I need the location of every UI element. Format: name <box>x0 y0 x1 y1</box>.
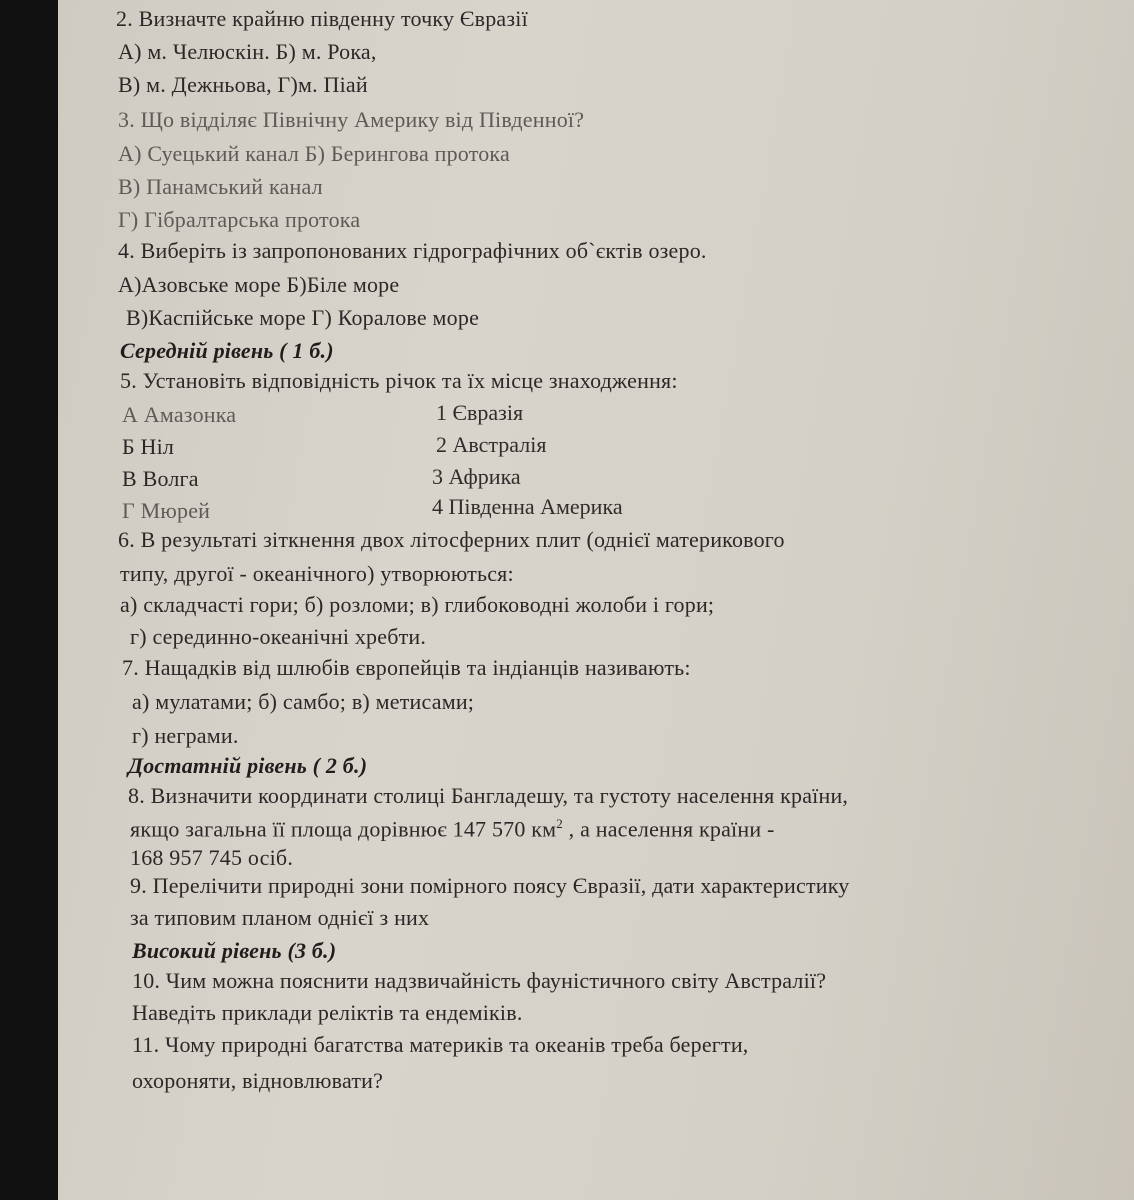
question-11-continued: охороняти, відновлювати? <box>132 1068 384 1093</box>
river-v: В Волга <box>122 466 199 491</box>
section-high-level: Високий рівень (3 б.) <box>132 938 337 963</box>
question-2-options-ab: А) м. Челюскін. Б) м. Рока, <box>118 39 377 64</box>
question-11: 11. Чому природні багатства материків та океанів треба берегти, <box>132 1032 749 1057</box>
continent-4: 4 Південна Америка <box>432 494 623 519</box>
river-b: Б Ніл <box>122 434 175 459</box>
river-g: Г Мюрей <box>122 498 211 523</box>
question-8-population: 168 957 745 осіб. <box>130 845 294 870</box>
continent-3: 3 Африка <box>432 464 521 489</box>
question-3-option-v: В) Панамський канал <box>118 174 323 199</box>
question-10: 10. Чим можна пояснити надзвичайність фауністичного світу Австралії? <box>132 968 827 993</box>
question-8: 8. Визначити координати столиці Бангладешу, та густоту населення країни, <box>128 783 849 808</box>
question-4-options-vg: В)Каспійське море Г) Коралове море <box>126 305 480 330</box>
river-a: А Амазонка <box>122 402 237 427</box>
worksheet-paper <box>58 0 1134 1200</box>
question-4-options-ab: А)Азовське море Б)Біле море <box>118 272 400 297</box>
continent-2: 2 Австралія <box>436 432 547 457</box>
section-medium-level: Середній рівень ( 1 б.) <box>120 338 334 363</box>
question-6-options: а) складчасті гори; б) розломи; в) глибоководні жолоби і гори; <box>120 592 715 617</box>
question-5: 5. Установіть відповідність річок та їх місце знаходження: <box>120 368 678 393</box>
question-6: 6. В результаті зіткнення двох літосферних плит (однієї материкового <box>118 527 785 552</box>
question-6-continued: типу, другої - океанічного) утворюються: <box>120 561 514 586</box>
question-7-option-g: г) неграми. <box>132 723 239 748</box>
question-9-continued: за типовим планом однієї з них <box>130 905 430 930</box>
question-3: 3. Що відділяє Північну Америку від Південної? <box>118 107 585 132</box>
question-2-options-vg: В) м. Дежньова, Г)м. Піай <box>118 72 368 97</box>
question-3-option-g: Г) Гібралтарська протока <box>118 207 361 232</box>
question-2: 2. Визначте крайню південну точку Євразії <box>116 6 528 31</box>
question-8-continued: якщо загальна її площа дорівнює 147 570 $км^2$ , а населення країни - <box>130 816 775 842</box>
question-7: 7. Нащадків від шлюбів європейців та індіанців називають: <box>122 655 691 680</box>
question-6-option-g: г) серединно-океанічні хребти. <box>130 624 427 649</box>
continent-1: 1 Євразія <box>436 400 524 425</box>
section-sufficient-level: Достатній рівень ( 2 б.) <box>128 753 368 778</box>
question-9: 9. Перелічити природні зони помірного поясу Євразії, дати характеристику <box>130 873 850 898</box>
question-3-options-ab: А) Суецький канал Б) Берингова протока <box>118 141 510 166</box>
question-7-options: а) мулатами; б) самбо; в) метисами; <box>132 689 475 714</box>
question-10-continued: Наведіть приклади реліктів та ендеміків. <box>132 1000 523 1025</box>
question-4: 4. Виберіть із запропонованих гідрографічних об`єктів озеро. <box>118 238 707 263</box>
